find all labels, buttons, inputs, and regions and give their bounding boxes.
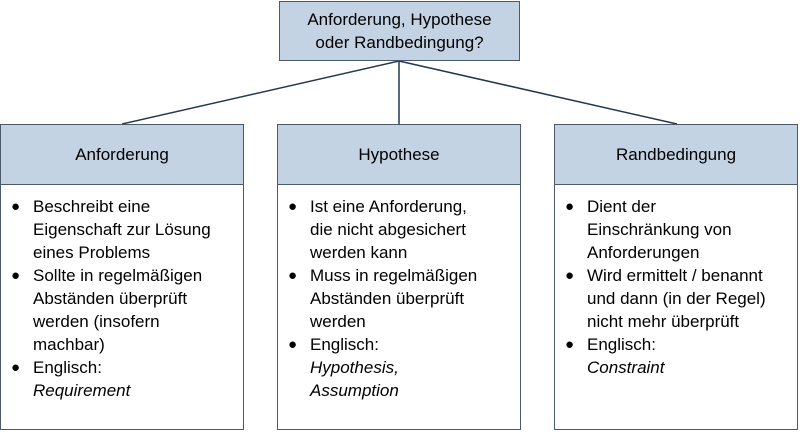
connector-right [399,61,677,124]
card-header-hypothese [278,125,520,185]
list-item [565,264,791,333]
root-question-box [279,1,520,61]
bullet-icon: ● [565,336,575,353]
english-label: Englisch: [587,335,656,354]
bullet-text: Ist eine Anforderung, die nicht abgesichert werden kann [310,197,467,262]
card-title: Randbedingung [615,144,737,164]
card-body-hypothese [278,185,520,402]
card-anforderung [0,124,244,430]
english-label: Englisch: [310,335,379,354]
root-question-line-2: oder Randbedingung? [315,33,484,52]
card-title: Hypothese [358,144,440,164]
english-term: Constraint [587,358,665,377]
bullet-icon: ● [288,336,298,353]
bullet-text [310,333,514,402]
bullet-text: Beschreibt eine Eigenschaft zur Lösung eines Problems [33,197,211,262]
card-randbedingung [554,124,798,430]
bullet-icon: ● [288,267,298,284]
english-term: Hypothesis, Assumption [310,358,399,400]
english-term: Requirement [33,381,131,400]
bullet-icon: ● [565,267,575,284]
bullet-text: Sollte in regelmäßigen Abständen überprüft werden (insofern machbar) [33,266,203,354]
list-item [288,333,514,402]
list-item [11,195,237,264]
bullet-text [587,333,791,379]
card-header-randbedingung [555,125,797,185]
connector-left [122,61,399,124]
list-item [288,264,514,333]
bullet-text: Wird ermittelt / benannt und dann (in der Regel) nicht mehr überprüft [587,266,766,331]
bullet-icon: ● [565,198,575,215]
card-header-anforderung [1,125,243,185]
card-title: Anforderung [75,144,169,164]
card-body-randbedingung [555,185,797,379]
list-item [11,264,237,356]
bullet-text [33,356,237,402]
bullet-text: Muss in regelmäßigen Abständen überprüft werden [310,266,478,331]
bullet-icon: ● [11,198,21,215]
root-question-line-1: Anforderung, Hypothese [307,10,492,29]
list-item [565,195,791,264]
bullet-icon: ● [288,198,298,215]
card-hypothese [277,124,521,430]
english-label: Englisch: [33,358,102,377]
bullet-icon: ● [11,267,21,284]
list-item [565,333,791,379]
list-item [288,195,514,264]
list-item [11,356,237,402]
bullet-icon: ● [11,359,21,376]
bullet-text: Dient der Einschränkung von Anforderungen [587,197,732,262]
card-body-anforderung [1,185,243,402]
